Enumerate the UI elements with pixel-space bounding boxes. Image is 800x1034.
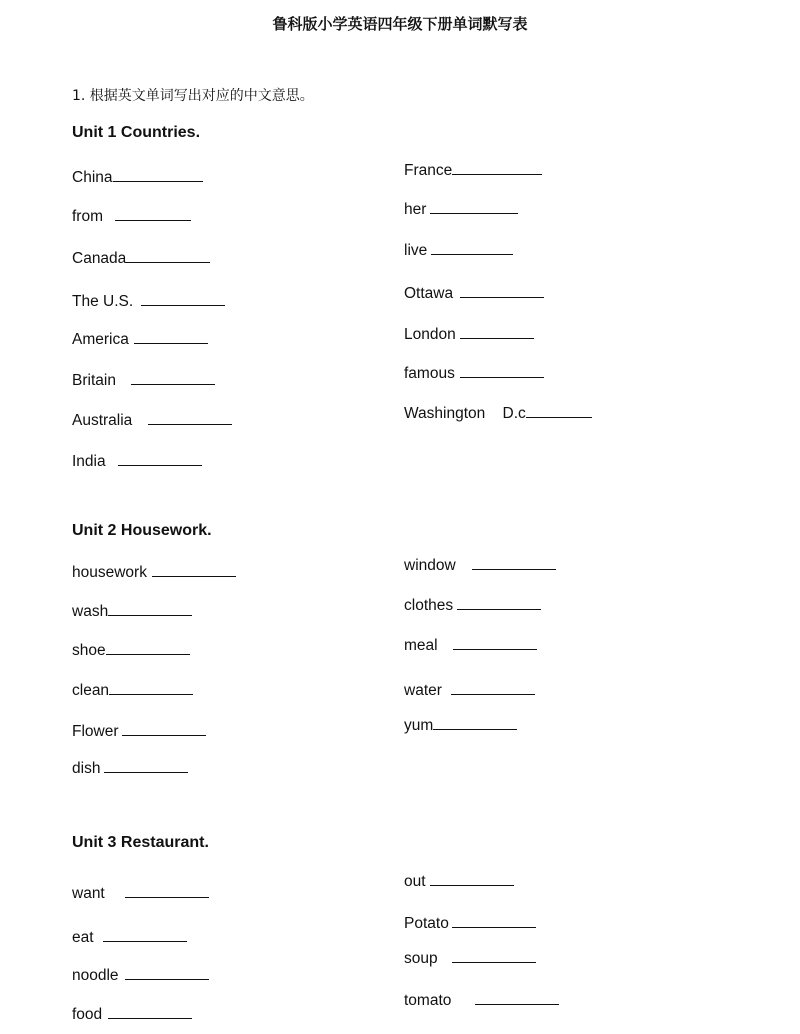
vocab-word: clothes xyxy=(404,597,454,614)
vocab-item xyxy=(72,165,203,187)
answer-blank[interactable] xyxy=(141,289,225,306)
answer-blank[interactable] xyxy=(433,713,517,730)
vocab-item xyxy=(404,361,544,383)
vocab-word: eat xyxy=(72,929,94,946)
answer-blank[interactable] xyxy=(452,911,536,928)
vocab-word: Australia xyxy=(72,412,133,429)
answer-blank[interactable] xyxy=(126,246,210,263)
vocab-word: China xyxy=(72,169,113,186)
answer-blank[interactable] xyxy=(125,963,209,980)
vocab-item xyxy=(72,368,215,390)
vocab-word: window xyxy=(404,557,456,574)
answer-blank[interactable] xyxy=(460,281,544,298)
answer-blank[interactable] xyxy=(122,719,206,736)
answer-blank[interactable] xyxy=(108,1002,192,1019)
vocab-item xyxy=(72,204,191,226)
vocab-word: wash xyxy=(72,603,109,620)
vocab-item xyxy=(404,911,536,933)
vocab-word: India xyxy=(72,453,106,470)
answer-blank[interactable] xyxy=(109,678,193,695)
vocab-item xyxy=(404,197,518,219)
vocab-item xyxy=(72,963,209,985)
vocab-item xyxy=(72,327,208,349)
answer-blank[interactable] xyxy=(148,408,232,425)
answer-blank[interactable] xyxy=(115,204,191,221)
vocab-word: housework xyxy=(72,564,147,581)
answer-blank[interactable] xyxy=(526,401,592,418)
vocab-item xyxy=(72,638,190,660)
vocab-item xyxy=(72,408,232,430)
vocab-word: shoe xyxy=(72,642,106,659)
answer-blank[interactable] xyxy=(103,925,187,942)
answer-blank[interactable] xyxy=(460,322,534,339)
vocab-item xyxy=(404,322,534,344)
vocab-item xyxy=(72,925,187,947)
answer-blank[interactable] xyxy=(108,599,192,616)
answer-blank[interactable] xyxy=(106,638,190,655)
vocab-item xyxy=(404,713,517,735)
vocab-item xyxy=(404,869,514,891)
vocab-word: tomato xyxy=(404,992,452,1009)
vocab-item xyxy=(404,946,536,968)
unit-1-heading: Unit 1 Countries. xyxy=(72,124,201,141)
answer-blank[interactable] xyxy=(118,449,202,466)
vocab-item xyxy=(404,158,542,180)
vocab-word: water xyxy=(404,682,442,699)
answer-blank[interactable] xyxy=(452,946,536,963)
vocab-word: from xyxy=(72,208,103,225)
vocab-item xyxy=(72,719,206,741)
vocab-item xyxy=(404,401,592,423)
answer-blank[interactable] xyxy=(431,238,513,255)
vocab-word: Ottawa xyxy=(404,285,454,302)
page-title: 鲁科版小学英语四年级下册单词默写表 xyxy=(272,15,528,33)
vocab-item xyxy=(72,678,193,700)
vocab-word: Canada xyxy=(72,250,127,267)
vocab-word: food xyxy=(72,1006,103,1023)
vocab-word: meal xyxy=(404,637,438,654)
answer-blank[interactable] xyxy=(430,869,514,886)
vocab-word: America xyxy=(72,331,129,348)
vocab-item xyxy=(72,560,236,582)
vocab-item xyxy=(72,756,188,778)
vocab-word: out xyxy=(404,873,426,890)
vocab-item xyxy=(72,881,209,903)
vocab-item xyxy=(404,238,513,260)
vocab-item xyxy=(404,281,544,303)
vocab-item xyxy=(72,599,192,621)
answer-blank[interactable] xyxy=(134,327,208,344)
answer-blank[interactable] xyxy=(453,633,537,650)
unit-2-heading: Unit 2 Housework. xyxy=(72,522,212,539)
vocab-item xyxy=(404,553,556,575)
instruction-text: 1. 根据英文单词写出对应的中文意思。 xyxy=(72,88,314,104)
answer-blank[interactable] xyxy=(451,678,535,695)
vocab-item xyxy=(404,678,535,700)
answer-blank[interactable] xyxy=(113,165,203,182)
answer-blank[interactable] xyxy=(152,560,236,577)
vocab-item xyxy=(72,289,225,311)
vocab-word: The U.S. xyxy=(72,293,134,310)
vocab-item xyxy=(404,593,541,615)
vocab-word: famous xyxy=(404,365,455,382)
vocab-item xyxy=(72,1002,192,1024)
vocab-word: London xyxy=(404,326,456,343)
vocab-word: noodle xyxy=(72,967,119,984)
answer-blank[interactable] xyxy=(472,553,556,570)
answer-blank[interactable] xyxy=(457,593,541,610)
unit-3-heading: Unit 3 Restaurant. xyxy=(72,834,209,851)
vocab-item xyxy=(72,246,210,268)
answer-blank[interactable] xyxy=(131,368,215,385)
answer-blank[interactable] xyxy=(452,158,542,175)
answer-blank[interactable] xyxy=(430,197,518,214)
vocab-word: dish xyxy=(72,760,101,777)
vocab-word: Potato xyxy=(404,915,449,932)
vocab-word: soup xyxy=(404,950,438,967)
vocab-word: Britain xyxy=(72,372,116,389)
answer-blank[interactable] xyxy=(104,756,188,773)
vocab-word: Flower xyxy=(72,723,119,740)
vocab-item xyxy=(404,988,559,1010)
answer-blank[interactable] xyxy=(460,361,544,378)
answer-blank[interactable] xyxy=(125,881,209,898)
vocab-word: Washington D.c xyxy=(404,405,526,422)
answer-blank[interactable] xyxy=(475,988,559,1005)
vocab-word: clean xyxy=(72,682,110,699)
vocab-word: France xyxy=(404,162,453,179)
vocab-word: yum xyxy=(404,717,434,734)
vocab-word: her xyxy=(404,201,427,218)
vocab-item xyxy=(72,449,202,471)
vocab-word: live xyxy=(404,242,428,259)
vocab-item xyxy=(404,633,537,655)
vocab-word: want xyxy=(72,885,105,902)
